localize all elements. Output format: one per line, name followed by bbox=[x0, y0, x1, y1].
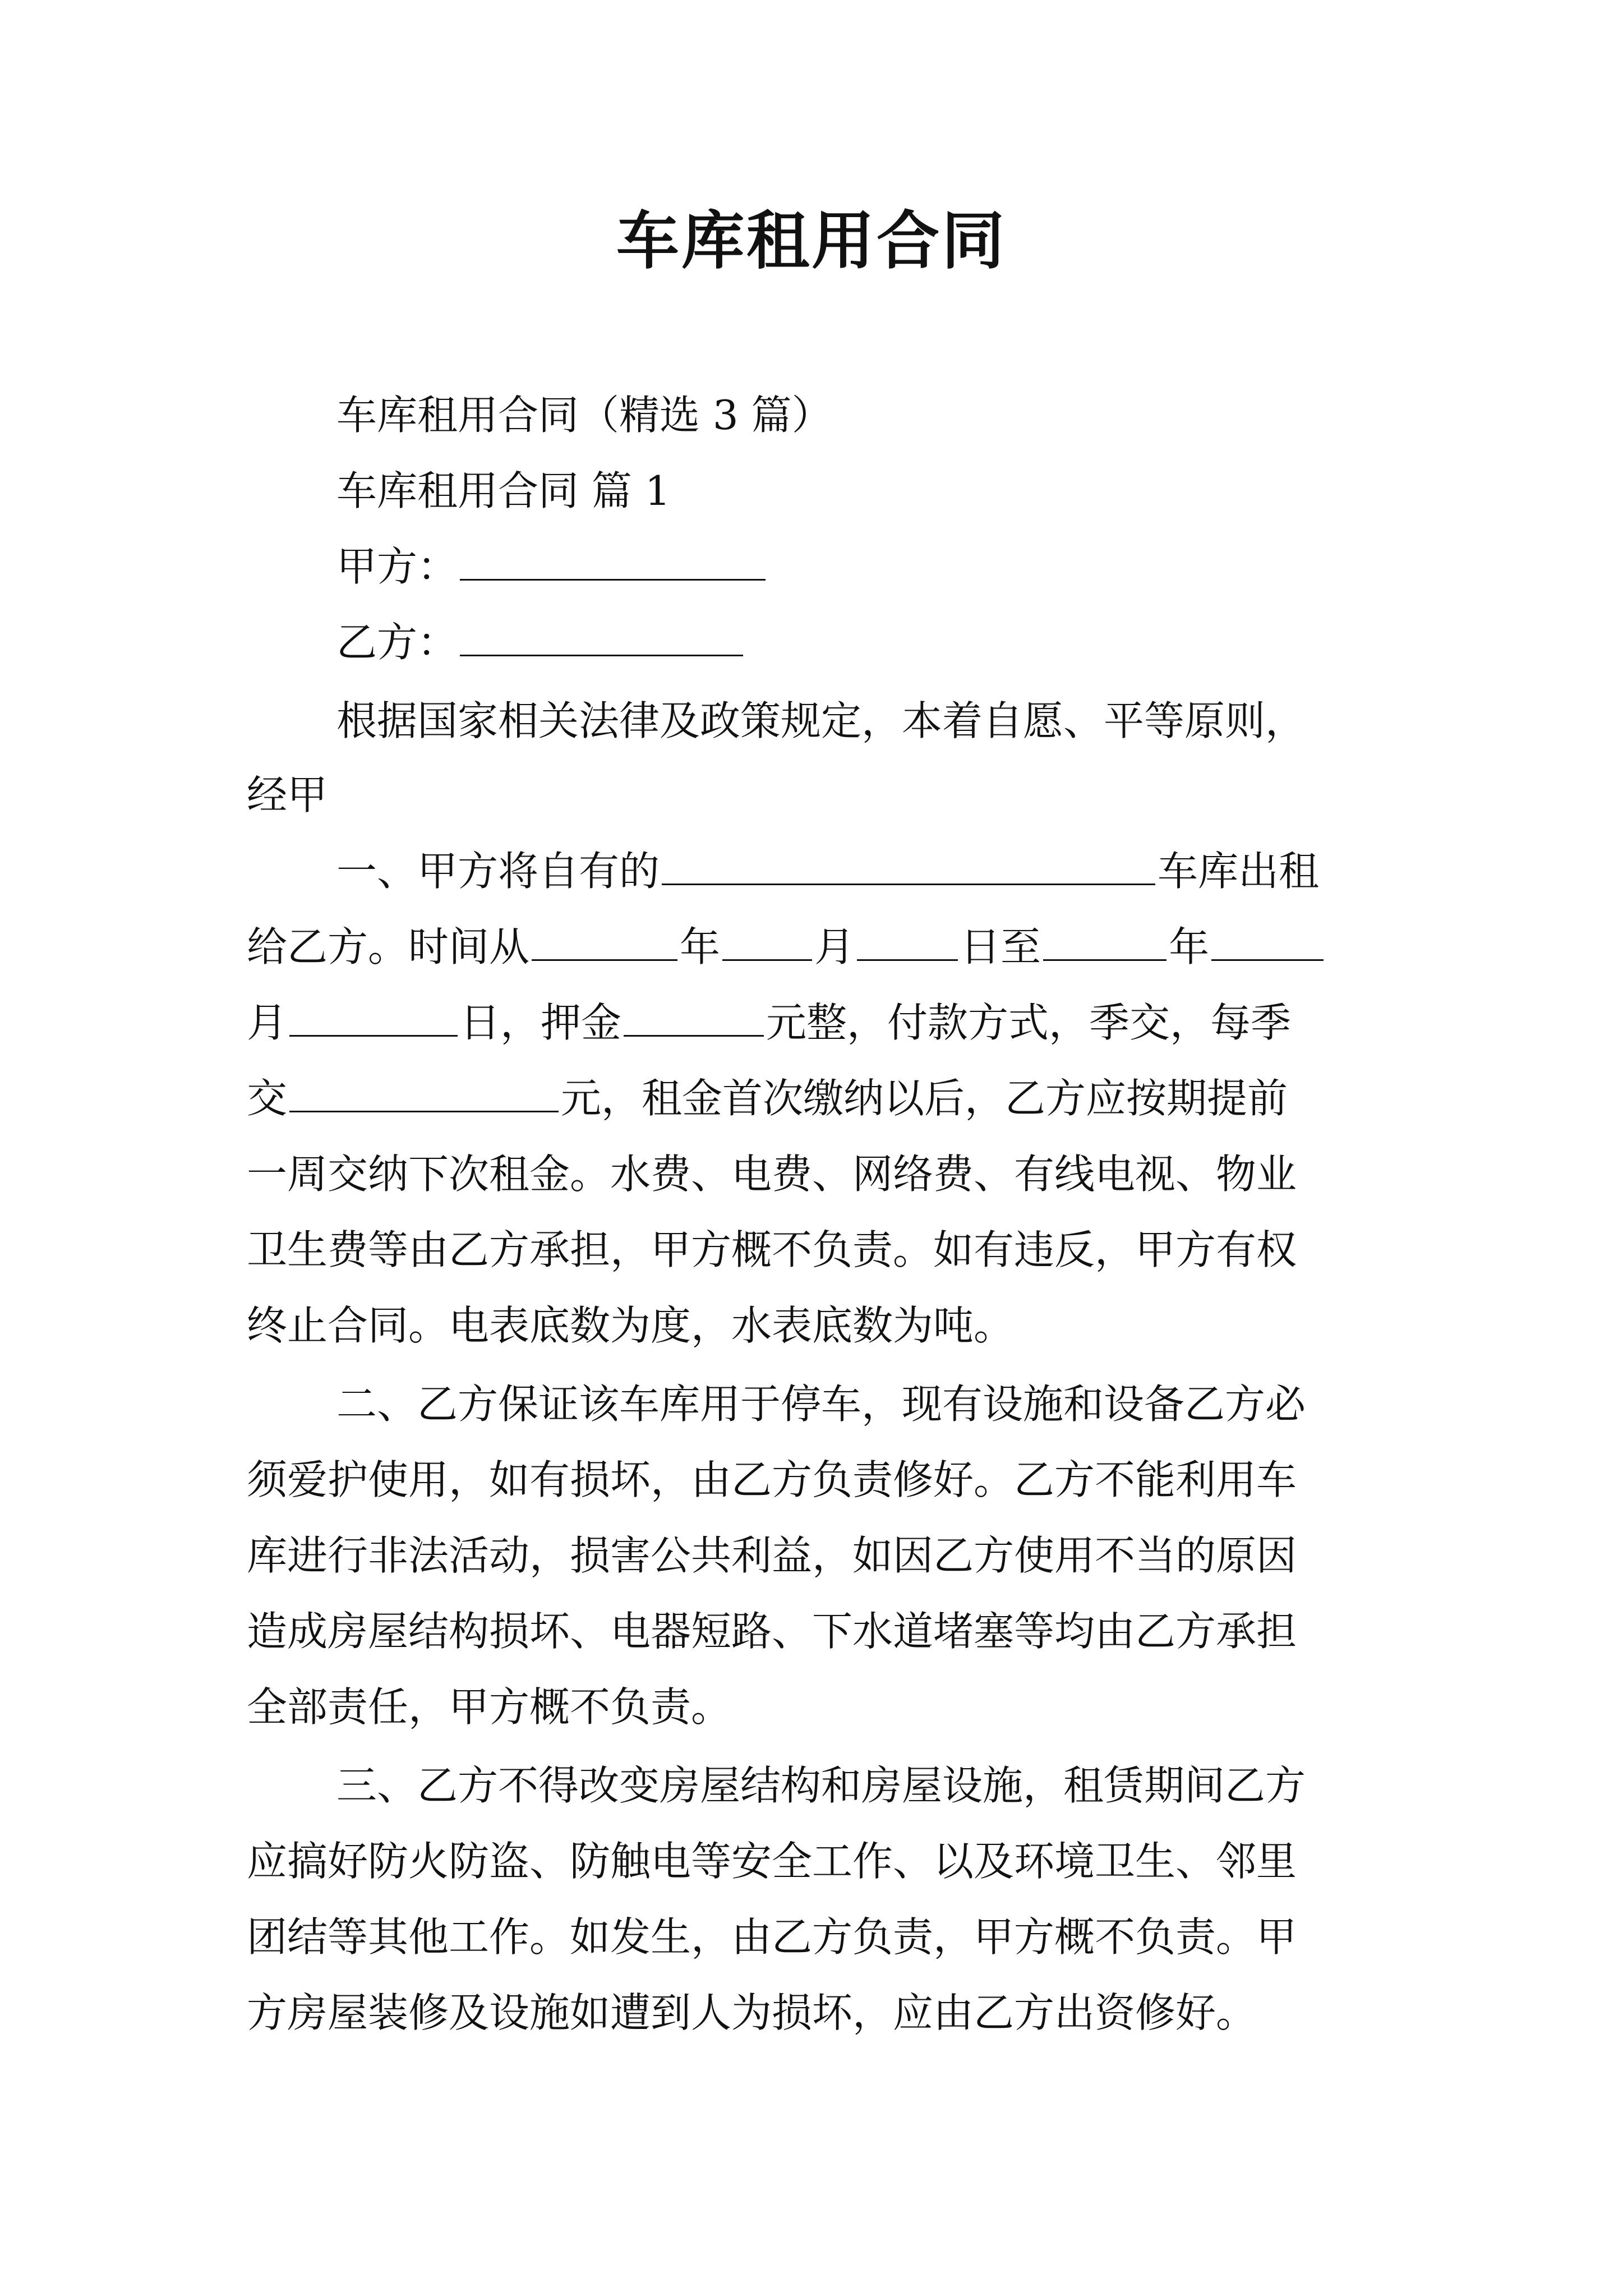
clause2-line1: 二、乙方保证该车库用于停车，现有设施和设备乙方必 bbox=[336, 1381, 1306, 1428]
clause2-line4: 造成房屋结构损坏、电器短路、下水道堵塞等均由乙方承担 bbox=[247, 1608, 1297, 1655]
intro-line-1: 根据国家相关法律及政策规定，本着自愿、平等原则， bbox=[336, 697, 1306, 744]
clause1-text: 日至 bbox=[960, 923, 1041, 970]
clause1-line7: 终止合同。电表底数为度，水表底数为吨。 bbox=[247, 1302, 1015, 1349]
party-a-label: 甲方： bbox=[336, 543, 458, 590]
clause1-text: 日，押金 bbox=[460, 999, 622, 1046]
subtitle: 车库租用合同（精选 3 篇） bbox=[336, 392, 832, 439]
clause1-line1 bbox=[336, 846, 1319, 896]
party-b-blank bbox=[460, 621, 743, 656]
clause1-line3 bbox=[247, 997, 1291, 1048]
clause1-text: 给乙方。时间从 bbox=[247, 923, 530, 970]
clause1-text: 车库出租 bbox=[1158, 848, 1320, 895]
clause1-line5: 一周交纳下次租金。水费、电费、网络费、有线电视、物业 bbox=[247, 1151, 1297, 1198]
garage-location-blank bbox=[662, 850, 1155, 885]
end-month-blank bbox=[1211, 926, 1324, 961]
start-month-blank bbox=[722, 926, 812, 961]
party-b-line bbox=[336, 617, 745, 668]
start-year-blank bbox=[532, 926, 677, 961]
clause1-text: 年 bbox=[680, 923, 721, 970]
quarterly-amount-blank bbox=[289, 1077, 559, 1112]
clause1-line2 bbox=[247, 922, 1326, 972]
document-title: 车库租用合同 bbox=[616, 205, 1007, 278]
clause1-text: 月 bbox=[814, 923, 855, 970]
clause3-line2: 应搞好防火防盗、防触电等安全工作、以及环境卫生、邻里 bbox=[247, 1838, 1297, 1885]
clause1-text: 元整，付款方式，季交，每季 bbox=[766, 999, 1292, 1046]
clause3-line4: 方房屋装修及设施如遭到人为损坏，应由乙方出资修好。 bbox=[247, 1989, 1257, 2036]
clause3-line3: 团结等其他工作。如发生，由乙方负责，甲方概不负责。甲 bbox=[247, 1913, 1297, 1961]
party-b-label: 乙方： bbox=[336, 619, 458, 666]
clause1-line6: 卫生费等由乙方承担，甲方概不负责。如有违反，甲方有权 bbox=[247, 1226, 1297, 1273]
clause1-line4 bbox=[247, 1073, 1288, 1124]
clause2-line2: 须爱护使用，如有损坏，由乙方负责修好。乙方不能利用车 bbox=[247, 1456, 1297, 1503]
start-day-blank bbox=[857, 926, 958, 961]
clause1-text: 交 bbox=[247, 1075, 288, 1122]
clause2-line5: 全部责任，甲方概不负责。 bbox=[247, 1683, 732, 1731]
party-a-blank bbox=[460, 545, 766, 581]
end-year-blank bbox=[1043, 926, 1166, 961]
end-day-blank bbox=[289, 1001, 458, 1037]
deposit-blank bbox=[624, 1001, 764, 1037]
clause1-text: 年 bbox=[1169, 923, 1210, 970]
clause2-line3: 库进行非法活动，损害公共利益，如因乙方使用不当的原因 bbox=[247, 1532, 1297, 1579]
part-heading: 车库租用合同 篇 1 bbox=[336, 467, 671, 514]
clause1-text: 月 bbox=[247, 999, 288, 1046]
clause1-text: 一、甲方将自有的 bbox=[336, 848, 660, 895]
intro-line-2: 经甲 bbox=[247, 771, 328, 818]
party-a-line bbox=[336, 541, 768, 592]
clause3-line1: 三、乙方不得改变房屋结构和房屋设施，租赁期间乙方 bbox=[336, 1762, 1306, 1809]
clause1-text: 元，租金首次缴纳以后，乙方应按期提前 bbox=[561, 1075, 1288, 1122]
